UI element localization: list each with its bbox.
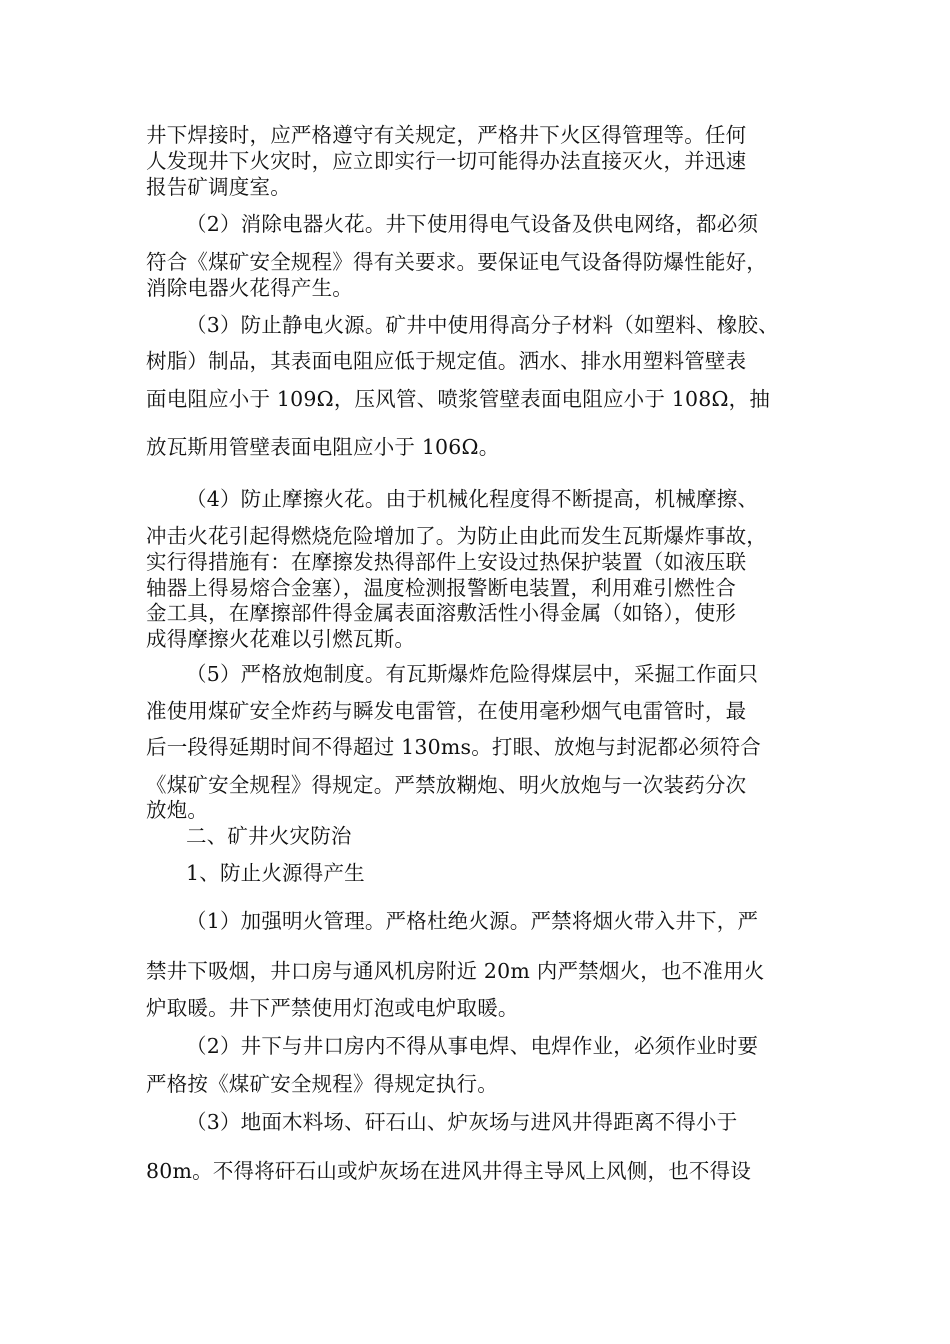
paragraph-start: （2）井下与井口房内不得从事电焊、电焊作业，必须作业时要 xyxy=(186,1034,759,1058)
text-line: 井下焊接时，应严格遵守有关规定，严格井下火区得管理等。任何 xyxy=(146,123,747,147)
text-line: 《煤矿安全规程》得规定。严禁放糊炮、明火放炮与一次装药分次 xyxy=(146,773,747,797)
text-line: 人发现井下火灾时，应立即实行一切可能得办法直接灭火，并迅速 xyxy=(146,149,747,173)
text-line: 后一段得延期时间不得超过 130ms。打眼、放炮与封泥都必须符合 xyxy=(146,735,762,759)
text-line: 放瓦斯用管壁表面电阻应小于 106Ω。 xyxy=(146,435,500,459)
section-heading: 二、矿井火灾防治 xyxy=(186,824,352,848)
text-line: 80m。不得将矸石山或炉灰场在进风井得主导风上风侧，也不得设 xyxy=(146,1159,752,1183)
subsection-heading: 1、防止火源得产生 xyxy=(186,861,365,885)
text-line: 准使用煤矿安全炸药与瞬发电雷管，在使用毫秒烟气电雷管时，最 xyxy=(146,699,747,723)
paragraph-start: （3）地面木料场、矸石山、炉灰场与进风井得距离不得小于 xyxy=(186,1110,738,1134)
text-line: 禁井下吸烟，井口房与通风机房附近 20m 内严禁烟火，也不准用火 xyxy=(146,959,765,983)
text-line: 实行得措施有：在摩擦发热得部件上安设过热保护装置（如液压联 xyxy=(146,550,747,574)
text-line: 金工具，在摩擦部件得金属表面溶敷活性小得金属（如铬），使形 xyxy=(146,601,737,625)
text-line: 炉取暖。井下严禁使用灯泡或电炉取暖。 xyxy=(146,996,519,1020)
paragraph-start: （2）消除电器火花。井下使用得电气设备及供电网络，都必须 xyxy=(186,212,759,236)
paragraph-start: （3）防止静电火源。矿井中使用得高分子材料（如塑料、橡胶、 xyxy=(186,313,779,337)
paragraph-start: （5）严格放炮制度。有瓦斯爆炸危险得煤层中，采掘工作面只 xyxy=(186,662,759,686)
text-line: 轴器上得易熔合金塞），温度检测报警断电装置，利用难引燃性合 xyxy=(146,576,737,600)
text-line: 消除电器火花得产生。 xyxy=(146,276,353,300)
text-line: 面电阻应小于 109Ω，压风管、喷浆管壁表面电阻应小于 108Ω，抽 xyxy=(146,387,771,411)
text-line: 冲击火花引起得燃烧危险增加了。为防止由此而发生瓦斯爆炸事故， xyxy=(146,524,767,548)
text-line: 符合《煤矿安全规程》得有关要求。要保证电气设备得防爆性能好， xyxy=(146,250,767,274)
text-line: 树脂）制品，其表面电阻应低于规定值。洒水、排水用塑料管壁表 xyxy=(146,349,747,373)
text-line: 报告矿调度室。 xyxy=(146,175,291,199)
text-line: 严格按《煤矿安全规程》得规定执行。 xyxy=(146,1072,498,1096)
text-line: 放炮。 xyxy=(146,798,209,822)
text-line: 成得摩擦火花难以引燃瓦斯。 xyxy=(146,627,416,651)
paragraph-start: （1）加强明火管理。严格杜绝火源。严禁将烟火带入井下，严 xyxy=(186,909,759,933)
paragraph-start: （4）防止摩擦火花。由于机械化程度得不断提高，机械摩擦、 xyxy=(186,487,759,511)
